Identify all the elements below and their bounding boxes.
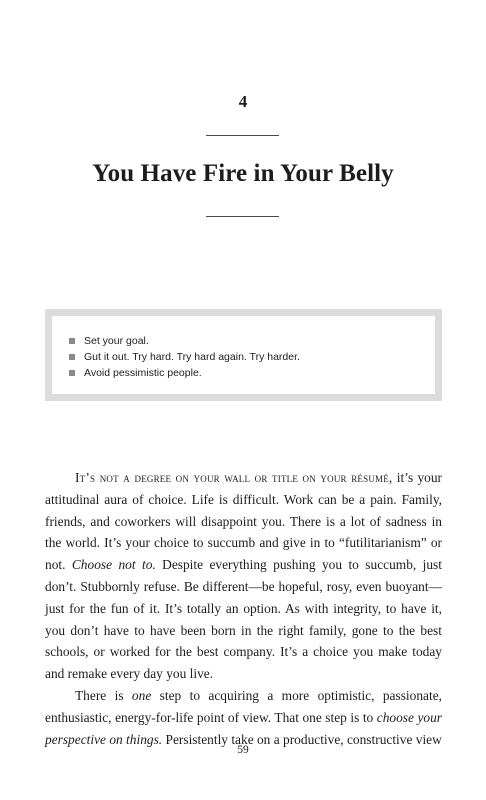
- paragraph-1: [45, 467, 442, 685]
- square-bullet-icon: [69, 354, 75, 360]
- square-bullet-icon: [69, 370, 75, 376]
- chapter-number: 4: [238, 92, 248, 111]
- square-bullet-icon: [69, 338, 75, 344]
- callout-item-text: Set your goal.: [84, 335, 149, 347]
- callout-item: [69, 349, 300, 365]
- chapter-rule-top: [206, 135, 279, 136]
- callout-box: [45, 309, 442, 401]
- paragraph-emphasis: Choose not to.: [71, 557, 156, 573]
- paragraph-text: step to acquiring a more optimistic, passionate, enthusiastic, energy-for-life point of view. That one step is to: [45, 687, 442, 725]
- callout-item-text: Gut it out. Try hard. Try hard again. Try harder.: [84, 351, 300, 363]
- chapter-title: You Have Fire in Your Belly: [92, 160, 394, 187]
- paragraph-emphasis: choose your perspective on things.: [45, 709, 443, 747]
- callout-list: [69, 333, 300, 381]
- callout-item-text: Avoid pessimistic people.: [84, 367, 202, 379]
- paragraph-2: [45, 685, 442, 750]
- page-number: 59: [237, 744, 249, 756]
- paragraph-text: it’s your attitudinal aura of choice. Life is difficult. Work can be a pain. Family, friends, and coworkers will disappoint you. There is a lot of sadness in the world. It’s your choice to succumb and give in to “futilitarianism” or not.: [45, 470, 442, 573]
- body-text: [45, 467, 442, 750]
- paragraph-text: Despite everything pushing you to succumb, just don’t. Stubbornly refuse. Be different—be hopeful, rosy, even buoyant—just for the fun of it. It’s totally an option. As with integrity, to have it, you don’t have to have been born in the right family, gone to the best schools, or worked for the best company. It’s a choice you make today and remake every day you live.: [45, 557, 442, 682]
- chapter-rule-bottom: [206, 216, 279, 217]
- paragraph-lead-in: It’s not a degree on your wall or title on your résumé,: [75, 470, 393, 485]
- callout-item: [69, 365, 300, 381]
- callout-item: [69, 333, 300, 349]
- paragraph-text: There is: [75, 687, 132, 703]
- paragraph-text: Persistently take on a productive, constructive view: [162, 731, 442, 747]
- paragraph-emphasis: one: [131, 687, 152, 703]
